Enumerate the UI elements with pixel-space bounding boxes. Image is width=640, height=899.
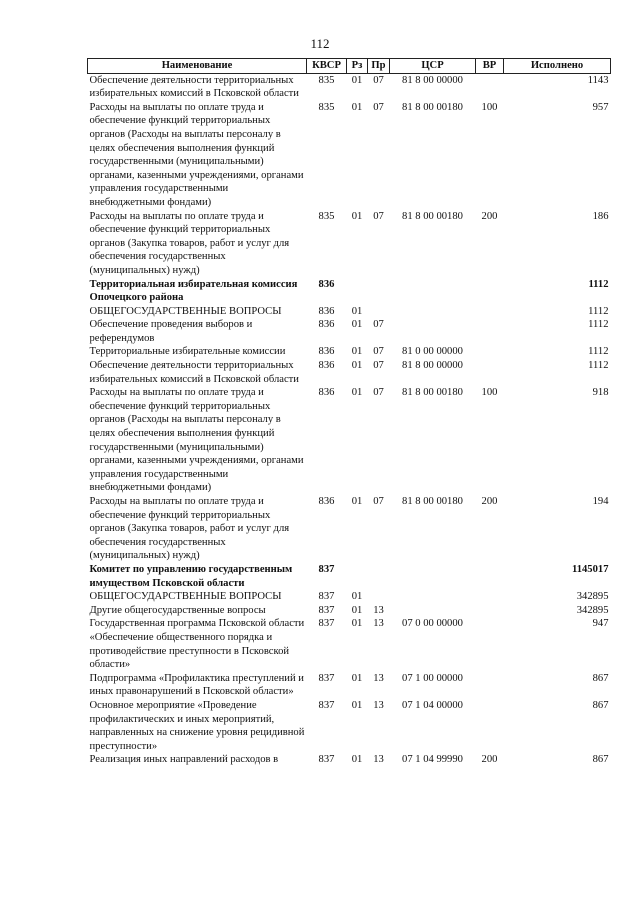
cell-csr: 81 8 00 00180 [402, 210, 463, 222]
cell-executed: 1112 [588, 319, 609, 331]
cell-rz: 01 [351, 604, 363, 616]
cell-executed: 1112 [588, 278, 609, 290]
cell-name: Обеспечение деятельности территориальных избирательных комиссий в Псковской области [89, 74, 299, 100]
cell-kvsr: 836 [318, 387, 335, 399]
cell-kvsr: 836 [318, 496, 335, 507]
cell-csr [390, 604, 476, 618]
cell-vr [476, 73, 504, 101]
cell-pr [368, 563, 390, 590]
cell-name: Обеспечение проведения выборов и референдумов [89, 319, 253, 344]
page-number: 112 [310, 36, 330, 51]
table-row [88, 318, 611, 345]
cell-csr: 07 1 04 99990 [402, 754, 463, 766]
cell-name: Другие общегосударственные вопросы [89, 604, 266, 616]
cell-kvsr: 837 [318, 672, 335, 684]
header-csr: ЦСР [390, 59, 476, 74]
table-header [88, 59, 611, 74]
table-row [88, 386, 611, 495]
cell-kvsr: 837 [318, 699, 335, 711]
budget-table [87, 58, 611, 767]
table-row [88, 617, 611, 671]
cell-name: Комитет по управлению государственным имуществом Псковской области [89, 563, 293, 589]
cell-rz: 01 [351, 618, 363, 630]
cell-csr: 07 1 04 00000 [402, 699, 463, 711]
cell-executed: 1112 [588, 305, 609, 317]
cell-name: Расходы на выплаты по оплате труда и обеспечение функций территориальных органов (Закупка товаров, работ и услуг для обеспечения государственных (муниципальных) нужд) [89, 496, 290, 562]
table-row [88, 305, 611, 319]
cell-vr [476, 563, 504, 590]
cell-executed: 867 [592, 754, 609, 766]
cell-rz: 01 [351, 672, 363, 684]
table-row [88, 101, 611, 210]
cell-executed: 186 [592, 210, 609, 222]
cell-csr [390, 563, 476, 590]
cell-pr: 07 [373, 387, 384, 399]
cell-vr [476, 590, 504, 604]
cell-executed: 918 [592, 387, 609, 399]
header-executed: Исполнено [504, 59, 611, 74]
table-row [88, 210, 611, 278]
cell-rz: 01 [351, 699, 363, 711]
cell-name: Основное мероприятие «Проведение профилактических и иных мероприятий, направленных на снижение уровня рецидивной преступности» [89, 699, 305, 752]
cell-name: Территориальная избирательная комиссия Опочецкого района [89, 278, 298, 304]
cell-vr: 200 [481, 754, 498, 766]
cell-kvsr: 835 [318, 101, 335, 113]
cell-vr [476, 345, 504, 359]
cell-vr: 200 [481, 210, 498, 222]
cell-vr [476, 318, 504, 345]
table-row [88, 345, 611, 359]
cell-kvsr: 837 [318, 618, 335, 630]
cell-name: Обеспечение деятельности территориальных избирательных комиссий в Псковской области [89, 360, 299, 385]
cell-executed: 867 [592, 672, 609, 684]
cell-kvsr: 836 [318, 305, 335, 317]
cell-vr [476, 359, 504, 386]
cell-executed: 194 [592, 496, 609, 507]
cell-kvsr: 835 [318, 210, 335, 222]
cell-name: Территориальные избирательные комиссии [89, 346, 286, 358]
cell-kvsr: 837 [318, 604, 335, 616]
cell-kvsr: 835 [318, 74, 335, 86]
cell-pr: 07 [373, 360, 384, 372]
cell-kvsr: 836 [318, 346, 335, 358]
table-row [88, 699, 611, 753]
cell-pr [368, 278, 390, 305]
cell-csr: 07 1 00 00000 [402, 672, 463, 684]
cell-pr: 07 [373, 496, 384, 507]
cell-kvsr: 837 [318, 591, 335, 603]
cell-csr: 81 8 00 00180 [402, 496, 463, 507]
cell-rz: 01 [351, 754, 363, 766]
table-row [88, 278, 611, 305]
cell-name: Расходы на выплаты по оплате труда и обеспечение функций территориальных органов (Расходы на выплаты персоналу в целях обеспечения выполнения функций государственными (муниципальными) органами, казенными учреждениями, органами управления государственными внебюджетными фондами) [89, 101, 304, 208]
cell-executed: 342895 [576, 604, 609, 616]
cell-rz: 01 [351, 346, 363, 358]
cell-vr [476, 699, 504, 753]
cell-vr [476, 672, 504, 699]
cell-name: Расходы на выплаты по оплате труда и обеспечение функций территориальных органов (Расходы на выплаты персоналу в целях обеспечения выполнения функций государственными (муниципальными) органами, казенными учреждениями, органами управления государственными внебюджетными фондами) [89, 387, 304, 494]
cell-rz: 01 [351, 591, 363, 603]
cell-pr: 13 [373, 672, 384, 684]
table-row [88, 495, 611, 563]
cell-kvsr: 836 [318, 278, 335, 290]
cell-pr: 13 [373, 618, 384, 630]
cell-csr [390, 305, 476, 319]
cell-vr: 100 [481, 387, 498, 399]
cell-rz: 01 [351, 305, 363, 317]
table-row [88, 672, 611, 699]
cell-pr: 07 [373, 101, 384, 113]
cell-csr [390, 318, 476, 345]
header-kvsr: КВСР [307, 59, 347, 74]
cell-pr: 07 [373, 319, 384, 331]
cell-vr: 100 [481, 101, 498, 113]
table-row [88, 73, 611, 101]
cell-executed: 1143 [587, 74, 609, 86]
header-vr: ВР [476, 59, 504, 74]
cell-pr: 13 [373, 604, 384, 616]
cell-executed: 1145017 [572, 563, 609, 575]
cell-name: Реализация иных направлений расходов в [89, 754, 279, 766]
cell-vr [476, 617, 504, 671]
cell-rz [347, 278, 368, 305]
table-row [88, 359, 611, 386]
cell-pr: 07 [373, 346, 384, 358]
header-pr: Пр [368, 59, 390, 74]
cell-pr: 07 [373, 74, 384, 86]
cell-vr [476, 305, 504, 319]
cell-rz: 01 [351, 74, 363, 86]
cell-kvsr: 837 [318, 754, 335, 766]
cell-csr: 81 0 00 00000 [402, 346, 463, 358]
cell-csr: 81 8 00 00000 [402, 360, 463, 372]
table-row [88, 563, 611, 590]
table-body [88, 73, 611, 767]
cell-csr: 81 8 00 00000 [402, 74, 463, 86]
cell-pr [368, 590, 390, 604]
cell-kvsr: 836 [318, 360, 335, 372]
cell-rz: 01 [351, 210, 363, 222]
cell-pr: 07 [373, 210, 384, 222]
cell-rz: 01 [351, 496, 363, 507]
cell-name: Подпрограмма «Профилактика преступлений и иных правонарушений в Псковской области» [89, 672, 304, 698]
cell-csr [390, 278, 476, 305]
cell-pr: 13 [373, 754, 384, 766]
cell-rz: 01 [351, 101, 363, 113]
cell-executed: 867 [592, 699, 609, 711]
cell-rz [347, 563, 368, 590]
cell-kvsr: 837 [318, 563, 335, 575]
table-row [88, 604, 611, 618]
cell-name: Государственная программа Псковской области «Обеспечение общественного порядка и противодействие преступности в Псковской области» [89, 618, 305, 671]
cell-kvsr: 836 [318, 319, 335, 331]
header-row [88, 59, 611, 74]
cell-executed: 957 [592, 101, 609, 113]
cell-pr: 13 [373, 699, 384, 711]
cell-executed: 1112 [588, 360, 609, 372]
header-rz: Рз [347, 59, 368, 74]
cell-csr: 07 0 00 00000 [402, 618, 463, 630]
cell-executed: 1112 [588, 346, 609, 358]
cell-vr: 200 [481, 496, 498, 507]
header-name: Наименование [88, 59, 307, 74]
cell-name: Расходы на выплаты по оплате труда и обеспечение функций территориальных органов (Закупка товаров, работ и услуг для обеспечения государственных (муниципальных) нужд) [89, 210, 290, 276]
cell-name: ОБЩЕГОСУДАРСТВЕННЫЕ ВОПРОСЫ [89, 591, 282, 603]
cell-csr [390, 590, 476, 604]
cell-executed: 947 [592, 618, 609, 630]
cell-executed: 342895 [576, 591, 609, 603]
cell-rz: 01 [351, 319, 363, 331]
cell-name: ОБЩЕГОСУДАРСТВЕННЫЕ ВОПРОСЫ [89, 305, 282, 317]
table-row [88, 590, 611, 604]
cell-vr [476, 604, 504, 618]
cell-rz: 01 [351, 360, 363, 372]
cell-pr [368, 305, 390, 319]
table-row [88, 753, 611, 767]
cell-csr: 81 8 00 00180 [402, 387, 463, 399]
cell-csr: 81 8 00 00180 [402, 101, 463, 113]
cell-rz: 01 [351, 387, 363, 399]
cell-vr [476, 278, 504, 305]
